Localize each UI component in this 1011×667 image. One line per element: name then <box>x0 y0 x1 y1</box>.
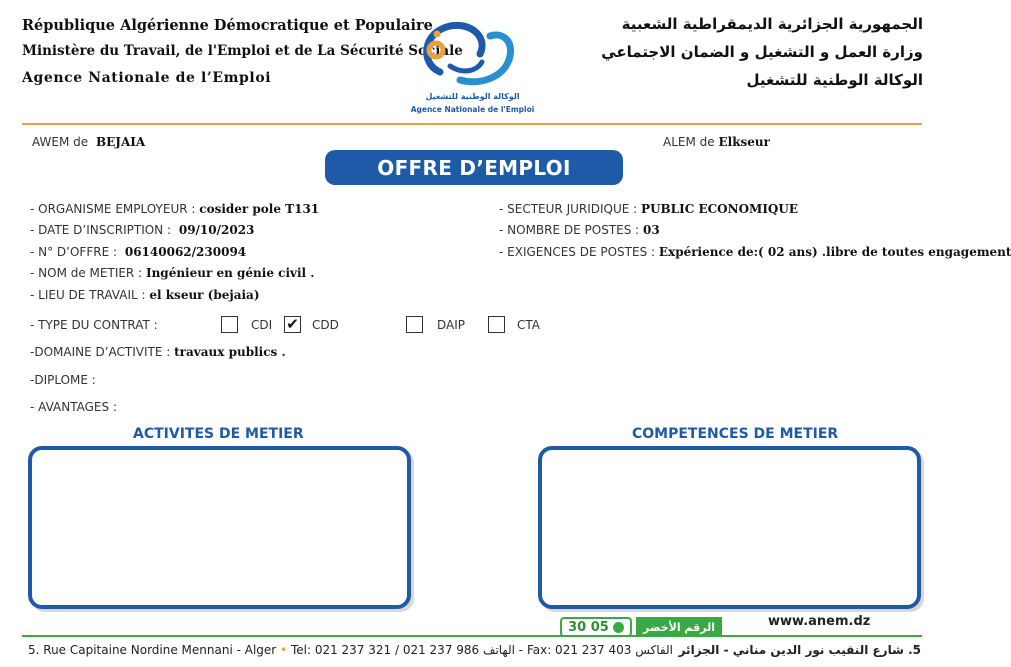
activites-title: ACTIVITES DE METIER <box>133 426 304 442</box>
header-fr-line2: Ministère du Travail, de l'Emploi et de La Sécurité Sociale <box>22 43 463 59</box>
organisme-row <box>30 202 319 216</box>
footer-tel-ar: الهاتف <box>483 643 515 657</box>
awem-value: BEJAIA <box>96 135 146 149</box>
header-ar-line3: الوكالة الوطنية للتشغيل <box>746 71 923 89</box>
lieu-row <box>30 288 260 302</box>
green-number-label: الرقم الأخضر <box>636 617 722 637</box>
footer-address: 5. Rue Capitaine Nordine Mennani - Alger <box>28 643 277 657</box>
cdd-checkmark: ✔ <box>286 315 299 333</box>
diplome-label: -DIPLOME : <box>30 373 96 387</box>
offre-label: - N° D’OFFRE : <box>30 245 118 259</box>
footer-fax: - Fax: 021 237 403 <box>518 643 632 657</box>
bullet-icon: • <box>280 643 288 657</box>
logo-fr-text: Agence Nationale de l'Emploi <box>410 105 535 114</box>
organisme-label: - ORGANISME EMPLOYEUR : <box>30 202 196 216</box>
cdd-label: CDD <box>312 318 339 332</box>
alem-value: Elkseur <box>718 135 770 149</box>
domaine-row <box>30 345 286 359</box>
header-divider <box>22 123 922 125</box>
organisme-value: cosider pole T131 <box>199 202 320 216</box>
anem-logo <box>410 14 535 119</box>
header-ar-line1: الجمهورية الجزائرية الديمقراطية الشعبية <box>621 15 923 33</box>
date-row <box>30 223 254 237</box>
cta-label: CTA <box>517 318 540 332</box>
footer-address-ar: 5. شارع النقيب نور الدين مناني - الجزائر <box>678 643 921 657</box>
secteur-row <box>499 202 798 216</box>
alem-row <box>663 135 770 149</box>
domaine-value: travaux publics . <box>174 345 286 359</box>
logo-ar-text: الوكالة الوطنية للتشغيل <box>425 92 520 101</box>
footer-tel: Tel: 021 237 321 / 021 237 986 <box>290 643 480 657</box>
cta-checkbox[interactable] <box>488 316 505 333</box>
footer-fax-ar: الفاكس <box>635 643 673 657</box>
contrat-label: - TYPE DU CONTRAT : <box>30 318 158 332</box>
date-label: - DATE D’INSCRIPTION : <box>30 223 172 237</box>
header-fr-line1: République Algérienne Démocratique et Populaire <box>22 17 433 34</box>
metier-label: - NOM de METIER : <box>30 266 143 280</box>
domaine-label: -DOMAINE D’ACTIVITE : <box>30 345 171 359</box>
phone-icon <box>613 622 624 633</box>
alem-label: ALEM de <box>663 135 715 149</box>
footer-address-row <box>28 643 673 657</box>
cdd-checkbox[interactable] <box>284 316 301 333</box>
cdi-checkbox[interactable] <box>221 316 238 333</box>
postes-row <box>499 223 660 237</box>
anem-logo-icon <box>410 14 535 94</box>
postes-label: - NOMBRE DE POSTES : <box>499 223 640 237</box>
website-link[interactable]: www.anem.dz <box>768 614 871 629</box>
daip-checkbox[interactable] <box>406 316 423 333</box>
awem-row <box>32 135 145 149</box>
secteur-value: PUBLIC ECONOMIQUE <box>641 202 798 216</box>
exigences-row <box>499 245 1011 259</box>
competences-title: COMPETENCES DE METIER <box>632 426 839 442</box>
green-number: 30 05 <box>568 619 609 635</box>
secteur-label: - SECTEUR JURIDIQUE : <box>499 202 638 216</box>
document-title: OFFRE D’EMPLOI <box>325 150 623 185</box>
exigences-value: Expérience de:( 02 ans) .libre de toutes engagement <box>658 245 1011 259</box>
cdi-label: CDI <box>251 318 273 332</box>
header-ar-line2: وزارة العمل و التشغيل و الضمان الاجتماعي <box>601 43 923 61</box>
metier-row <box>30 266 314 280</box>
lieu-value: el kseur (bejaia) <box>149 288 260 302</box>
daip-label: DAIP <box>437 318 466 332</box>
exigences-label: - EXIGENCES DE POSTES : <box>499 245 656 259</box>
metier-value: Ingénieur en génie civil . <box>145 266 315 280</box>
postes-value: 03 <box>643 223 660 237</box>
date-value: 09/10/2023 <box>178 223 255 237</box>
activites-box <box>28 446 411 609</box>
offre-row <box>30 245 246 259</box>
header-fr-line3: Agence Nationale de l’Emploi <box>22 70 272 86</box>
competences-box <box>538 446 921 609</box>
lieu-label: - LIEU DE TRAVAIL : <box>30 288 146 302</box>
footer-divider <box>22 635 922 637</box>
awem-label: AWEM de <box>32 135 89 149</box>
offre-value: 06140062/230094 <box>124 245 247 259</box>
green-number-badge <box>560 617 632 637</box>
avantages-label: - AVANTAGES : <box>30 400 117 414</box>
